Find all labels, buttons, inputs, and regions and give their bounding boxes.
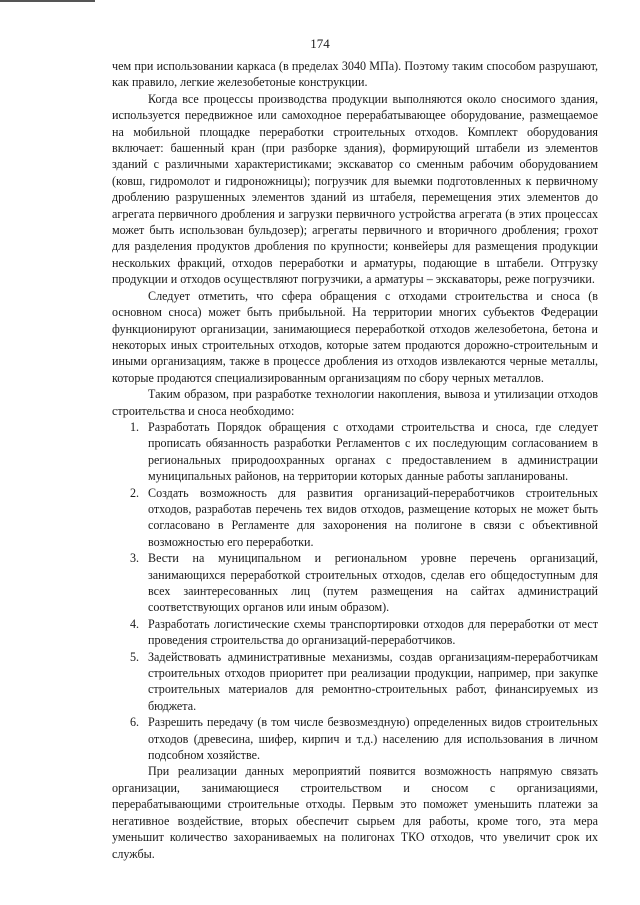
recommendations-list xyxy=(112,419,598,764)
list-item-number: 2. xyxy=(130,485,140,500)
body-text xyxy=(112,58,598,862)
paragraph-profitability: Следует отметить, что сфера обращения с отходами строительства и сноса (в основном сноса) может быть прибыльной. На территории многих субъектов Федерации функционируют организации, занимающиеся переработкой отходов железобетона, бетона и некоторых иных строительных отходов, которые затем продаются дорожно-строительным и иными организациям, также в процессе дробления из отходов извлекаются черные металлы, которые продаются специализированным организациям по сбору черных металлов. xyxy=(112,288,598,385)
list-item xyxy=(112,419,598,485)
list-item-number: 4. xyxy=(130,616,140,631)
top-rule xyxy=(0,0,95,2)
list-item xyxy=(112,649,598,715)
list-item-text: Разработать Порядок обращения с отходами строительства и сноса, где следует прописать обязанность разработки Регламентов с их последующим согласованием в региональных природоохранных органах с предоставлением в администрации муниципальных районов, на территории которых данные работы запланированы. xyxy=(148,419,598,484)
list-item-text: Задействовать административные механизмы, создав организациям-переработчикам строительных отходов приоритет при реализации продукции, например, при закупке строительных материалов для ремонтно-строительных работ, финансируемых из бюджета. xyxy=(148,649,598,713)
list-item-number: 1. xyxy=(130,419,140,434)
list-item xyxy=(112,550,598,616)
paragraph-continuation: чем при использовании каркаса (в пределах 3040 МПа). Поэтому таким способом разрушают, как правило, легкие железобетоные конструкции. xyxy=(112,59,598,90)
list-item-text: Создать возможность для развития организаций-переработчиков строительных отходов, разработав перечень тех видов отходов, размещение которых не может быть согласовано в Регламенте для захоронения на полигоне в связи с объективной возможностью его переработки. xyxy=(148,485,598,549)
list-item-text: Разработать логистические схемы транспортировки отходов для переработки от мест проведения строительства до организаций-переработчиков. xyxy=(148,616,598,648)
list-item-text: Вести на муниципальном и региональном уровне перечень организаций, занимающихся переработкой строительных отходов, сделав его общедоступным для всех заинтересованных лиц (путем размещения на сайтах администраций соответствующих органов или иным образом). xyxy=(148,551,598,615)
page-number: 174 xyxy=(310,36,330,51)
list-item xyxy=(112,485,598,551)
paragraph-equipment: Когда все процессы производства продукции выполняются около сносимого здания, используется передвижное или самоходное перерабатывающее оборудование, размещаемое на мобильной площадке переработки строительных отходов. Комплект оборудования включает: башенный кран (при разборке здания), формирующий штабели из элементов зданий с различными характеристиками; экскаватор со сменным рабочим оборудованием (ковш, гидромолот и гидроножницы); погрузчик для выемки подготовленных к первичному дроблению разрушенных элементов зданий из штабеля, перемещения этих элементов до агрегата первичного дробления и загрузки первичного устройства агрегата (в этих процессах может быть использован бульдозер); агрегаты первичного и вторичного дробления; грохот для разделения продуктов дробления по крупности; конвейеры для размещения продукции нескольких фракций, отходов переработки и арматуры, подающие в штабели. Отгрузку продукции и отходов осуществляют погрузчики, а арматуры – экскаваторы, реже погрузчики. xyxy=(112,91,598,287)
list-item xyxy=(112,714,598,763)
paragraph-conclusion-intro: Таким образом, при разработке технологии накопления, вывоза и утилизации отходов строительства и сноса необходимо: xyxy=(112,387,598,418)
paragraph-final: При реализации данных мероприятий появится возможность напрямую связать организации, занимающиеся строительством и сносом с организациями, перерабатывающими строительные отходы. Первым это поможет уменьшить платежи за негативное воздействие, вторых обеспечит сырьем для работы, кроме того, эта мера уменьшит количество захораниваемых на полигонах ТКО отходов, что увеличит срок их службы. xyxy=(112,764,598,861)
list-item-number: 3. xyxy=(130,551,140,566)
list-item-number: 5. xyxy=(130,649,140,664)
list-item xyxy=(112,616,598,649)
list-item-text: Разрешить передачу (в том числе безвозмездную) определенных видов строительных отходов (древесина, шифер, кирпич и т.д.) населению для использования в личном подсобном хозяйстве. xyxy=(148,715,598,763)
list-item-number: 6. xyxy=(130,715,140,730)
